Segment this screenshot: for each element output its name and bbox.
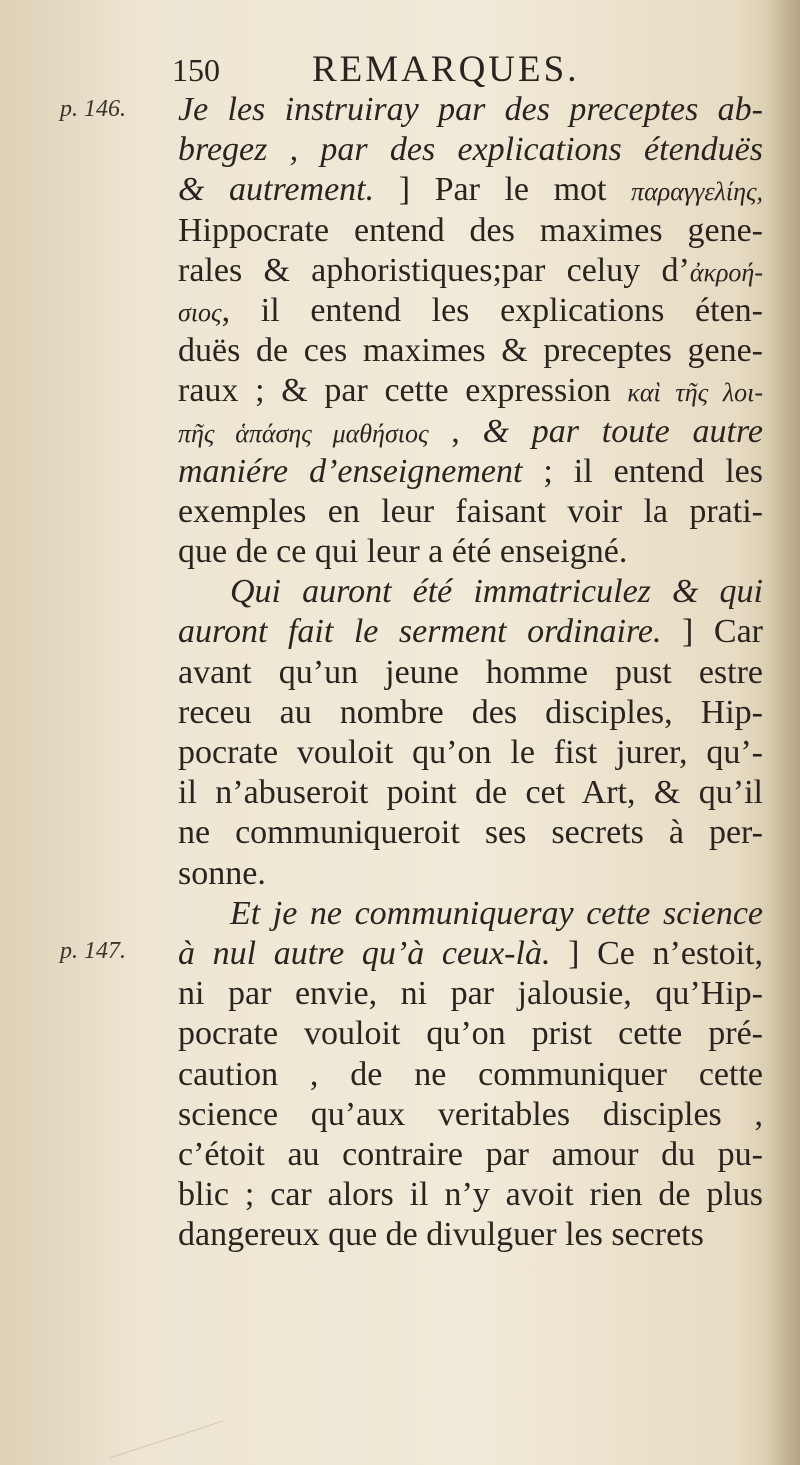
- text-segment: duës de ces maximes & preceptes gene-: [178, 332, 763, 370]
- text-segment: pocrate vouloit qu’on prist cette pré-: [178, 1015, 763, 1053]
- italic-lemma: Qui auront été immatriculez & qui: [230, 573, 763, 611]
- margin-reference-147: p. 147.: [60, 938, 126, 964]
- text-segment: ne communiqueroit ses secrets à per-: [178, 814, 763, 852]
- page-smudge-mark: [97, 1382, 224, 1458]
- main-text-block: [178, 90, 763, 1255]
- text-segment: raux ; & par cette expression: [178, 372, 628, 410]
- running-title: REMARQUES.: [312, 49, 580, 90]
- italic-lemma: bregez , par des explications étenduës: [178, 131, 763, 169]
- text-line: [178, 170, 763, 210]
- text-line: [178, 934, 763, 974]
- italic-lemma: Je les instruiray par des preceptes ab-: [178, 91, 763, 128]
- text-segment: rales & aphoristiques;par celuy d’: [178, 251, 690, 289]
- text-line: [178, 612, 763, 652]
- italic-lemma: & par toute autre: [482, 412, 763, 450]
- text-segment: Hippocrate entend des maximes gene-: [178, 211, 763, 249]
- italic-lemma: & autrement.: [178, 171, 399, 209]
- text-line: [178, 331, 763, 371]
- text-segment: que de ce qui leur a été enseigné.: [178, 533, 628, 571]
- text-line: [178, 1135, 763, 1175]
- text-line: [178, 572, 763, 612]
- text-line: [178, 653, 763, 693]
- italic-lemma: à nul autre qu’à ceux-là.: [178, 934, 551, 972]
- page-number: 150: [172, 52, 220, 88]
- text-line: [178, 492, 763, 532]
- text-line: [178, 211, 763, 251]
- text-segment: sonne.: [178, 854, 266, 892]
- text-segment: ; il entend les: [522, 452, 763, 490]
- text-segment: ] Par le mot: [398, 171, 632, 209]
- text-line: [178, 90, 763, 130]
- text-segment: caution , de ne communiquer cette: [178, 1055, 763, 1093]
- greek-term: σιος: [178, 297, 222, 327]
- italic-lemma: auront fait le serment ordinaire.: [178, 613, 662, 651]
- paragraph: [178, 90, 763, 572]
- text-segment: avant qu’un jeune homme pust estre: [178, 653, 763, 691]
- text-line: [178, 974, 763, 1014]
- text-segment: blic ; car alors il n’y avoit rien de plus: [178, 1176, 763, 1214]
- text-segment: ] Ce n’estoit,: [550, 934, 763, 972]
- text-line: [178, 773, 763, 813]
- page-gutter-shadow: [766, 0, 800, 1465]
- greek-term: ἀκροή-: [689, 257, 763, 287]
- greek-term: πῆς ἁπάσης μαθήσιος: [178, 418, 429, 448]
- text-line: [178, 693, 763, 733]
- paragraph: [178, 572, 763, 894]
- text-segment: pocrate vouloit qu’on le fist jurer, qu’-: [178, 734, 763, 771]
- text-line: [178, 251, 763, 291]
- text-line: [178, 894, 763, 934]
- text-segment: il n’abuseroit point de cet Art, & qu’il: [178, 774, 763, 812]
- text-line: [178, 854, 763, 894]
- italic-lemma: Et je ne communiqueray cette science: [230, 894, 763, 932]
- greek-term: καὶ τῆς λοι-: [627, 378, 763, 408]
- text-line: [178, 532, 763, 572]
- italic-lemma: maniére d’enseignement: [178, 452, 523, 490]
- text-segment: ni par envie, ni par jalousie, qu’Hip-: [178, 975, 763, 1013]
- text-line: [178, 1014, 763, 1054]
- text-segment: receu au nombre des disciples, Hip-: [178, 693, 763, 731]
- text-segment: ,: [428, 412, 483, 450]
- paragraph: [178, 894, 763, 1256]
- text-segment: ] Car: [661, 613, 763, 651]
- text-segment: , il entend les explications éten-: [221, 291, 763, 329]
- text-line: [178, 733, 763, 773]
- text-line: [178, 1175, 763, 1215]
- text-segment: science qu’aux veritables disciples ,: [178, 1095, 763, 1133]
- text-line: [178, 371, 763, 411]
- text-line: [178, 813, 763, 853]
- text-line: [178, 1095, 763, 1135]
- text-line: [178, 452, 763, 492]
- text-segment: exemples en leur faisant voir la prati-: [178, 492, 763, 530]
- running-head: [172, 48, 642, 92]
- text-line: [178, 412, 763, 452]
- text-line: [178, 1055, 763, 1095]
- text-line: [178, 1215, 763, 1255]
- text-line: [178, 130, 763, 170]
- text-segment: c’étoit au contraire par amour du pu-: [178, 1135, 763, 1173]
- greek-term: παραγγελίης,: [631, 177, 763, 207]
- text-line: [178, 291, 763, 331]
- margin-reference-146: p. 146.: [60, 96, 126, 122]
- text-segment: dangereux que de divulguer les secrets: [178, 1216, 704, 1254]
